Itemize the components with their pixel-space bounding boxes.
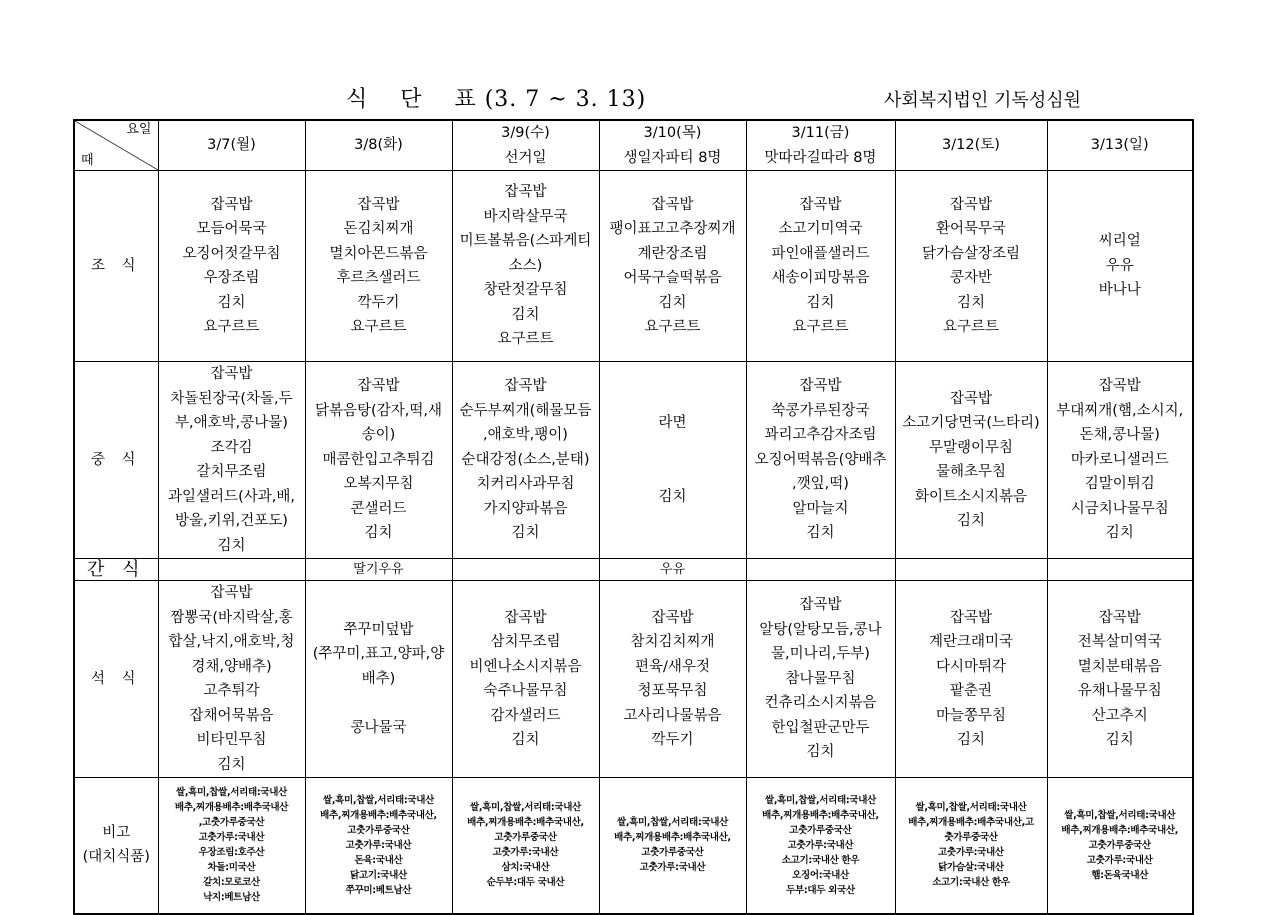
menu-cell bbox=[305, 581, 452, 778]
dinner-label: 석 식 bbox=[74, 581, 158, 778]
menu-item: 후르츠샐러드 bbox=[336, 270, 421, 286]
notes-row bbox=[74, 778, 1193, 914]
menu-item: 김치 bbox=[806, 525, 835, 542]
menu-cell bbox=[452, 171, 599, 362]
menu-item: 김치 bbox=[217, 756, 246, 773]
menu-item: 청포묵무침 bbox=[637, 683, 708, 699]
menu-cell bbox=[746, 171, 895, 362]
menu-table bbox=[73, 119, 1194, 915]
menu-item: 물,미나리,두부) bbox=[771, 646, 870, 663]
snack-cell bbox=[1047, 559, 1193, 581]
menu-item: 고춧가루:국내산 bbox=[787, 839, 854, 851]
day-header bbox=[599, 120, 746, 171]
menu-item: 잡곡밥 bbox=[799, 597, 842, 614]
menu-item: ,깻잎,떡) bbox=[792, 476, 849, 493]
menu-item: 편육/새우젓 bbox=[635, 658, 710, 675]
menu-item: 멸치분태볶음 bbox=[1077, 658, 1162, 675]
menu-item: 소고기당면국(느타리) bbox=[902, 415, 1040, 431]
menu-item: 우유 bbox=[1105, 257, 1134, 274]
day-header bbox=[1047, 120, 1193, 171]
menu-item: 라면 bbox=[658, 415, 687, 431]
notes-label-line: 비고 bbox=[102, 824, 131, 841]
menu-item: 창란젓갈무침 bbox=[483, 282, 568, 299]
menu-item: 김치 bbox=[1105, 732, 1134, 748]
menu-item: 쌀,흑미,찹쌀,서리태:국내산 bbox=[469, 802, 582, 814]
menu-item: 잡곡밥 bbox=[949, 609, 993, 626]
menu-item: 차돌된장국(차돌,두 bbox=[170, 390, 293, 407]
menu-item: 닭가슴살:국내산 bbox=[938, 862, 1004, 874]
notes-cell bbox=[1047, 778, 1193, 914]
menu-item: 배추,찌개용배추:배추국내산,고 bbox=[908, 817, 1034, 829]
menu-item: 김치 bbox=[511, 306, 540, 323]
menu-cell bbox=[895, 581, 1047, 778]
day-event: 선거일 bbox=[504, 149, 547, 166]
menu-item: 김치 bbox=[806, 744, 835, 761]
menu-item: 콩나물국 bbox=[350, 719, 407, 736]
menu-item: 고춧가루:국내산 bbox=[345, 839, 412, 851]
menu-item: 잡곡밥 bbox=[1098, 609, 1141, 626]
corner-time-label: 때 bbox=[81, 153, 94, 168]
menu-item: 배추,찌개용배추:배추국내산, bbox=[1061, 824, 1179, 836]
menu-item: 씨리얼 bbox=[1098, 233, 1141, 250]
notes-cell bbox=[599, 778, 746, 914]
corner-cell bbox=[74, 120, 158, 171]
menu-cell bbox=[158, 171, 305, 362]
menu-item: 잡곡밥 bbox=[949, 390, 993, 407]
menu-cell bbox=[746, 581, 895, 778]
menu-item: 고춧가루중국산 bbox=[1088, 839, 1151, 851]
menu-item: 소스) bbox=[508, 257, 543, 274]
menu-item: 김말이튀김 bbox=[1084, 476, 1155, 493]
snack-cell bbox=[158, 559, 305, 581]
menu-item: 잡곡밥 bbox=[651, 609, 694, 626]
menu-item: 요구르트 bbox=[203, 319, 260, 335]
menu-item: 순대강정(소스,분태) bbox=[461, 451, 590, 468]
menu-item: 잡곡밥 bbox=[1098, 378, 1141, 395]
menu-item: 감자샐러드 bbox=[490, 707, 561, 724]
menu-item: 고춧가루:국내산 bbox=[639, 862, 706, 874]
menu-item bbox=[602, 460, 744, 485]
menu-item: 한입철판군만두 bbox=[771, 719, 870, 736]
menu-item: 고춧가루중국산 bbox=[494, 832, 557, 844]
menu-item: 잡곡밥 bbox=[210, 196, 253, 213]
corner-day-label: 요일 bbox=[126, 122, 152, 137]
menu-item: 순두부:대두 국내산 bbox=[486, 877, 565, 889]
menu-item: 우장조림 bbox=[203, 270, 260, 286]
menu-item: 두부:대두 외국산 bbox=[786, 884, 855, 896]
day-date: 3/13(일) bbox=[1090, 137, 1149, 154]
menu-item: 고춧가루중국산 bbox=[347, 824, 410, 836]
notes-cell bbox=[746, 778, 895, 914]
day-date: 3/8(화) bbox=[354, 137, 403, 154]
menu-item: 잡곡밥 bbox=[651, 196, 694, 213]
menu-item: 어묵구슬떡볶음 bbox=[623, 270, 722, 286]
menu-item: 비타민무침 bbox=[196, 732, 267, 748]
menu-item: 순두부찌개(해물모듬 bbox=[459, 402, 592, 419]
menu-cell bbox=[599, 171, 746, 362]
menu-item: 낙지:베트남산 bbox=[203, 892, 260, 904]
menu-item: 화이트소시지볶음 bbox=[914, 488, 1028, 505]
menu-item: 깍두기 bbox=[651, 732, 694, 748]
header-row bbox=[74, 120, 1193, 171]
menu-item: 오징어떡볶음(양배추 bbox=[754, 451, 887, 468]
day-header bbox=[895, 120, 1047, 171]
menu-item: 콩자반 bbox=[949, 270, 993, 286]
menu-item: 김치 bbox=[511, 732, 540, 748]
menu-item: 무말랭이무침 bbox=[928, 439, 1014, 456]
menu-item: 과일샐러드(사과,배, bbox=[168, 488, 295, 505]
menu-item: 김치 bbox=[364, 525, 393, 542]
menu-item: 파인애플샐러드 bbox=[771, 245, 870, 262]
menu-item: 계란장조림 bbox=[637, 245, 708, 262]
snack-row bbox=[74, 559, 1193, 581]
menu-cell bbox=[746, 362, 895, 559]
menu-item: 부대찌개(햄,소시지, bbox=[1056, 402, 1184, 419]
menu-item: 다시마튀각 bbox=[935, 658, 1007, 675]
menu-cell bbox=[1047, 362, 1193, 559]
menu-item: 고사리나물볶음 bbox=[623, 707, 722, 724]
notes-cell bbox=[305, 778, 452, 914]
menu-item: 마카로니샐러드 bbox=[1070, 451, 1169, 468]
menu-item: 잡곡밥 bbox=[504, 609, 547, 626]
menu-item: (쭈꾸미,표고,양파,양 bbox=[312, 646, 445, 663]
menu-item: 김치 bbox=[956, 513, 985, 529]
notes-cell bbox=[452, 778, 599, 914]
menu-item: 잡곡밥 bbox=[799, 196, 842, 213]
menu-item: 잡곡밥 bbox=[357, 196, 400, 213]
menu-item: 고춧가루:국내산 bbox=[198, 832, 265, 844]
menu-item: 삼치:국내산 bbox=[501, 862, 550, 874]
menu-cell bbox=[599, 362, 746, 559]
menu-item: 방울,키위,건포도) bbox=[175, 513, 288, 529]
day-event: 생일자파티 8명 bbox=[623, 149, 722, 166]
menu-item: 쌀,흑미,찹쌀,서리태:국내산 bbox=[915, 802, 1027, 814]
menu-item: 잡곡밥 bbox=[504, 184, 547, 201]
menu-item: 합살,낙지,애호박,청 bbox=[168, 634, 295, 650]
menu-item: 알탕(알탕모듬,콩나 bbox=[759, 621, 882, 638]
menu-item: 소고기미역국 bbox=[778, 221, 863, 237]
menu-item: 춧가루중국산 bbox=[944, 832, 998, 844]
menu-item: 김치 bbox=[1105, 525, 1134, 542]
menu-item: 돈김치찌개 bbox=[343, 221, 414, 237]
menu-item: 요구르트 bbox=[497, 331, 554, 348]
menu-item: 쭈꾸미덮밥 bbox=[343, 621, 414, 638]
menu-item: 잡채어묵볶음 bbox=[189, 707, 274, 724]
menu-item: 전복살미역국 bbox=[1077, 634, 1162, 650]
menu-item bbox=[308, 691, 450, 716]
notes-cell bbox=[158, 778, 305, 914]
menu-item: 배추,찌개용배추:배추국내산 bbox=[174, 802, 289, 814]
breakfast-label: 조 식 bbox=[74, 171, 158, 362]
menu-item: 깍두기 bbox=[357, 294, 400, 311]
menu-item: 물해초무침 bbox=[935, 464, 1007, 480]
menu-cell bbox=[452, 362, 599, 559]
menu-item: 잡곡밥 bbox=[949, 196, 993, 213]
menu-item: 시금치나물무침 bbox=[1070, 500, 1169, 517]
menu-item: 쌀,흑미,찹쌀,서리태:국내산 bbox=[322, 794, 435, 806]
menu-item: 고추튀각 bbox=[203, 683, 260, 699]
menu-item: 갈치:모로코산 bbox=[203, 877, 260, 889]
menu-item: 고춧가루:국내산 bbox=[938, 847, 1004, 859]
menu-item: 꽈리고추감자조림 bbox=[764, 427, 877, 444]
menu-item: 김치 bbox=[956, 732, 985, 748]
menu-item: 배추,찌개용배추:배추국내산, bbox=[614, 832, 731, 844]
menu-item: 돈채,콩나물) bbox=[1079, 427, 1160, 444]
day-date: 3/7(월) bbox=[207, 137, 256, 154]
menu-item: 잡곡밥 bbox=[799, 378, 842, 395]
menu-item: 산고추지 bbox=[1091, 707, 1148, 724]
day-date: 3/12(토) bbox=[942, 137, 1000, 154]
menu-item: 오징어젓갈무침 bbox=[182, 245, 281, 262]
menu-item: 매콤한입고추튀김 bbox=[322, 451, 435, 468]
menu-item: 햄:돈육국내산 bbox=[1091, 869, 1149, 881]
menu-item: 김치 bbox=[658, 294, 687, 311]
menu-item: 알마늘지 bbox=[792, 500, 849, 517]
menu-item: 고춧가루중국산 bbox=[641, 847, 704, 859]
menu-item: 닭볶음탕(감자,떡,새 bbox=[315, 402, 442, 419]
menu-item: 짬뽕국(바지락살,홍 bbox=[170, 609, 293, 626]
menu-item: 닭고기:국내산 bbox=[350, 869, 407, 881]
menu-cell bbox=[895, 362, 1047, 559]
menu-item: 잡곡밥 bbox=[210, 585, 253, 601]
menu-item: 유채나물무침 bbox=[1077, 683, 1162, 699]
menu-item: 숙주나물무침 bbox=[483, 683, 568, 699]
menu-cell bbox=[895, 171, 1047, 362]
menu-item: 배추,찌개용배추:배추국내산, bbox=[762, 809, 879, 821]
menu-item: 김치 bbox=[956, 294, 985, 311]
organization-name: 사회복지법인 기독성심원 bbox=[884, 90, 1081, 111]
menu-cell bbox=[158, 362, 305, 559]
day-header bbox=[305, 120, 452, 171]
menu-item: 팥춘권 bbox=[949, 683, 993, 699]
snack-cell: 딸기우유 bbox=[305, 559, 452, 581]
menu-item: 바나나 bbox=[1098, 282, 1141, 299]
menu-item: 조각김 bbox=[210, 439, 253, 456]
menu-item: 김치 bbox=[217, 294, 246, 311]
menu-item: 비엔나소시지볶음 bbox=[469, 658, 582, 675]
menu-cell bbox=[305, 171, 452, 362]
menu-item: 요구르트 bbox=[792, 319, 849, 335]
menu-item: 요구르트 bbox=[942, 319, 1000, 335]
menu-item bbox=[602, 436, 744, 461]
menu-item: 송이) bbox=[361, 427, 396, 444]
menu-cell bbox=[599, 581, 746, 778]
menu-item: 쌀,흑미,찹쌀,서리태:국내산 bbox=[1064, 809, 1176, 821]
snack-cell bbox=[746, 559, 895, 581]
snack-cell bbox=[895, 559, 1047, 581]
day-header bbox=[452, 120, 599, 171]
menu-item: 쌀,흑미,찹쌀,서리태:국내산 bbox=[175, 787, 288, 799]
menu-item: 쌀,흑미,찹쌀,서리태:국내산 bbox=[616, 817, 729, 829]
menu-item: 미트볼볶음(스파게티 bbox=[459, 233, 592, 250]
menu-item: 참치김치찌개 bbox=[630, 634, 715, 650]
menu-item: 김치 bbox=[511, 525, 540, 542]
menu-item: 오징어:국내산 bbox=[792, 869, 849, 881]
dinner-row bbox=[74, 581, 1193, 778]
menu-item: 쌀,흑미,찹쌀,서리태:국내산 bbox=[764, 794, 877, 806]
breakfast-row bbox=[74, 171, 1193, 362]
menu-item: 배추) bbox=[361, 670, 396, 687]
menu-item: 모듬어묵국 bbox=[196, 221, 267, 237]
menu-item: 가지양파볶음 bbox=[483, 500, 568, 517]
menu-item: 돈육:국내산 bbox=[354, 854, 403, 866]
menu-item: 요구르트 bbox=[644, 319, 701, 335]
menu-item: 잡곡밥 bbox=[210, 366, 253, 382]
day-header bbox=[746, 120, 895, 171]
menu-item: ,고춧가루중국산 bbox=[198, 817, 265, 829]
menu-cell bbox=[1047, 581, 1193, 778]
menu-item: 고춧가루중국산 bbox=[789, 824, 852, 836]
menu-item: 환어묵무국 bbox=[935, 221, 1007, 237]
menu-cell bbox=[452, 581, 599, 778]
notes-label-line: (대치식품) bbox=[82, 849, 150, 866]
menu-item: 참나물무침 bbox=[785, 670, 856, 687]
day-header bbox=[158, 120, 305, 171]
lunch-row bbox=[74, 362, 1193, 559]
snack-cell bbox=[452, 559, 599, 581]
menu-item: 김치 bbox=[806, 294, 835, 311]
notes-label bbox=[74, 778, 158, 914]
menu-item: 소고기:국내산 한우 bbox=[932, 877, 1010, 889]
menu-item: 차돌:미국산 bbox=[207, 862, 256, 874]
menu-item: 김치 bbox=[217, 537, 246, 554]
menu-item: 계란크래미국 bbox=[928, 634, 1014, 650]
menu-item: 바지락살무국 bbox=[483, 208, 568, 225]
menu-item: 김치 bbox=[658, 488, 687, 505]
menu-item: 고춧가루:국내산 bbox=[492, 847, 559, 859]
menu-item: 오복지무침 bbox=[343, 476, 414, 493]
menu-cell bbox=[305, 362, 452, 559]
menu-item: 컨츄리소시지볶음 bbox=[764, 695, 877, 712]
menu-item: 팽이표고고추장찌개 bbox=[609, 221, 736, 237]
menu-cell bbox=[1047, 171, 1193, 362]
lunch-label: 중 식 bbox=[74, 362, 158, 559]
menu-item: 쭈꾸미:베트남산 bbox=[345, 884, 412, 896]
menu-item: 잡곡밥 bbox=[357, 378, 400, 395]
notes-cell bbox=[895, 778, 1047, 914]
snack-cell: 우유 bbox=[599, 559, 746, 581]
menu-item: 요구르트 bbox=[350, 319, 407, 335]
menu-item: 우장조림:호주산 bbox=[198, 847, 265, 859]
day-date: 3/11(금) bbox=[791, 125, 850, 141]
snack-label: 간 식 bbox=[74, 559, 158, 581]
menu-item: 닭가슴살장조림 bbox=[921, 245, 1021, 262]
menu-item: ,애호박,팽이) bbox=[483, 427, 568, 444]
menu-item: 고춧가루:국내산 bbox=[1086, 854, 1153, 866]
menu-item: 부,애호박,콩나물) bbox=[175, 415, 288, 431]
menu-item: 갈치무조림 bbox=[196, 464, 267, 480]
menu-item: 경채,양배추) bbox=[191, 658, 272, 675]
menu-item: 소고기:국내산 한우 bbox=[781, 854, 860, 866]
menu-item: 배추,찌개용배추:배추국내산, bbox=[320, 809, 437, 821]
menu-item: 마늘쫑무침 bbox=[935, 707, 1007, 724]
menu-item: 새송이피망볶음 bbox=[771, 270, 870, 286]
menu-item: 삼치무조림 bbox=[490, 634, 561, 650]
menu-item: 쑥콩가루된장국 bbox=[771, 402, 870, 419]
menu-item: 치커리사과무침 bbox=[476, 476, 575, 493]
menu-item: 배추,찌개용배추:배추국내산, bbox=[467, 817, 584, 829]
day-event: 맛따라길따라 8명 bbox=[764, 149, 877, 166]
menu-item: 콘샐러드 bbox=[350, 500, 407, 517]
day-date: 3/10(목) bbox=[643, 125, 702, 141]
day-date: 3/9(수) bbox=[501, 125, 550, 141]
menu-item: 잡곡밥 bbox=[504, 378, 547, 395]
menu-cell bbox=[158, 581, 305, 778]
page-title: 식 단 표 (3. 7 ~ 3. 13) bbox=[346, 87, 647, 112]
menu-item: 멸치아몬드볶음 bbox=[329, 245, 428, 262]
